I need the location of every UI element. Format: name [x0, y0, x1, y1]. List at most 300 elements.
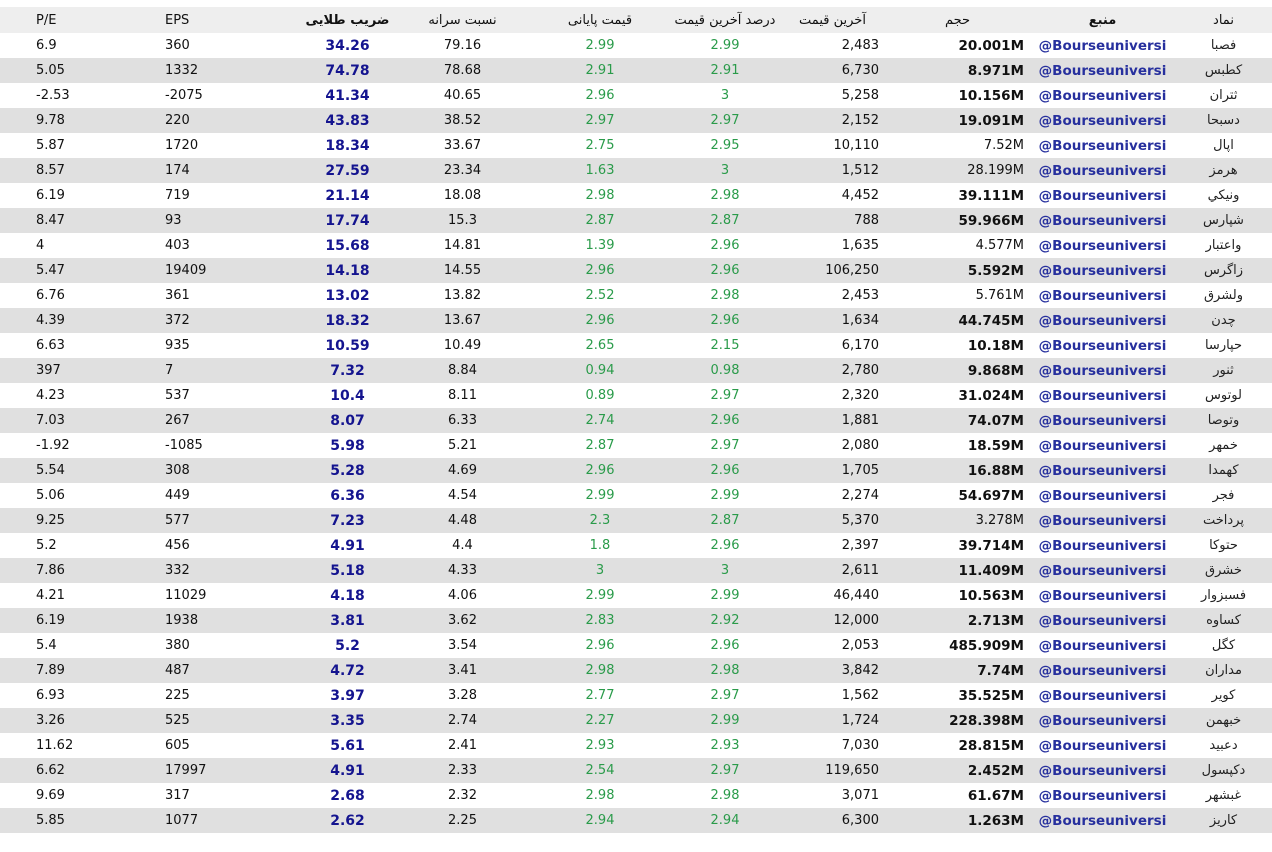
per-capita-ratio-cell: 78.68 — [443, 63, 482, 78]
per-capita-ratio-cell: 2.32 — [448, 788, 477, 803]
pe-cell: 7.89 — [36, 663, 65, 678]
per-capita-ratio-cell: 10.49 — [443, 338, 482, 353]
pe-cell: 8.47 — [36, 213, 65, 228]
golden-ratio-cell: 4.18 — [330, 587, 365, 604]
last-price-cell: 106,250 — [825, 263, 879, 278]
symbol-cell: چدن — [1211, 313, 1236, 328]
pe-cell: 5.4 — [36, 638, 57, 653]
last-price-percent-cell: 2.97 — [710, 763, 740, 778]
last-price-cell: 1,512 — [841, 163, 879, 178]
table-row — [0, 808, 1272, 833]
pe-cell: 6.19 — [36, 188, 65, 203]
eps-cell: 174 — [165, 163, 190, 178]
source-handle-link[interactable]: @Bourseuniversi — [1038, 387, 1167, 404]
last-price-percent-cell: 2.97 — [710, 388, 740, 403]
golden-ratio-cell: 4.72 — [330, 662, 365, 679]
source-handle-link[interactable]: @Bourseuniversi — [1038, 262, 1167, 279]
volume-cell: 7.74M — [977, 662, 1024, 679]
source-handle-link[interactable]: @Bourseuniversi — [1038, 737, 1167, 754]
table-row — [0, 83, 1272, 108]
table-row — [0, 383, 1272, 408]
volume-cell: 8.971M — [967, 62, 1024, 79]
table-row — [0, 533, 1272, 558]
volume-cell: 2.452M — [967, 762, 1024, 779]
column-header-source: منبع — [1030, 7, 1175, 33]
eps-cell: 361 — [165, 288, 190, 303]
last-price-cell: 46,440 — [833, 588, 879, 603]
volume-cell: 59.966M — [958, 212, 1024, 229]
eps-cell: 332 — [165, 563, 190, 578]
pe-cell: 4.23 — [36, 388, 65, 403]
last-price-cell: 1,635 — [841, 238, 879, 253]
last-price-cell: 2,780 — [841, 363, 879, 378]
column-header-volume: حجم — [885, 7, 1030, 33]
pe-cell: 397 — [36, 363, 61, 378]
symbol-cell: شپارس — [1203, 213, 1244, 228]
symbol-cell: دکپسول — [1201, 763, 1246, 778]
source-handle-link[interactable]: @Bourseuniversi — [1038, 562, 1167, 579]
source-handle-link[interactable]: @Bourseuniversi — [1038, 487, 1167, 504]
close-price-cell: 2.98 — [585, 663, 615, 678]
pe-cell: 9.78 — [36, 113, 65, 128]
golden-ratio-cell: 18.34 — [325, 137, 370, 154]
eps-cell: 935 — [165, 338, 190, 353]
table-row — [0, 558, 1272, 583]
pe-cell: 9.69 — [36, 788, 65, 803]
volume-cell: 2.713M — [967, 612, 1024, 629]
last-price-percent-cell: 2.99 — [710, 38, 740, 53]
eps-cell: 17997 — [165, 763, 207, 778]
symbol-cell: هرمز — [1209, 163, 1238, 178]
close-price-cell: 0.89 — [585, 388, 615, 403]
volume-cell: 61.67M — [967, 787, 1024, 804]
close-price-cell: 2.77 — [585, 688, 615, 703]
last-price-percent-cell: 0.98 — [710, 363, 740, 378]
per-capita-ratio-cell: 40.65 — [443, 88, 482, 103]
table-row — [0, 283, 1272, 308]
close-price-cell: 2.83 — [585, 613, 615, 628]
volume-cell: 11.409M — [958, 562, 1024, 579]
table-row — [0, 583, 1272, 608]
column-header-golden-ratio: ضریب طلایی — [300, 7, 395, 33]
table-row — [0, 108, 1272, 133]
volume-cell: 39.111M — [958, 187, 1024, 204]
volume-cell: 31.024M — [958, 387, 1024, 404]
volume-cell: 18.59M — [967, 437, 1024, 454]
volume-cell: 5.761M — [975, 288, 1024, 303]
source-handle-link[interactable]: @Bourseuniversi — [1038, 187, 1167, 204]
close-price-cell: 2.96 — [585, 313, 615, 328]
table-row — [0, 58, 1272, 83]
golden-ratio-cell: 18.32 — [325, 312, 370, 329]
close-price-cell: 2.96 — [585, 263, 615, 278]
per-capita-ratio-cell: 6.33 — [448, 413, 477, 428]
symbol-cell: ولشرق — [1203, 288, 1244, 303]
last-price-cell: 6,300 — [841, 813, 879, 828]
per-capita-ratio-cell: 3.41 — [448, 663, 477, 678]
golden-ratio-cell: 10.59 — [325, 337, 370, 354]
source-handle-link[interactable]: @Bourseuniversi — [1038, 212, 1167, 229]
volume-cell: 20.001M — [958, 37, 1024, 54]
table-row — [0, 233, 1272, 258]
symbol-cell: خشرق — [1205, 563, 1242, 578]
column-header-symbol: نماد — [1175, 7, 1272, 33]
symbol-cell: کگل — [1211, 638, 1236, 653]
symbol-cell: واعتبار — [1205, 238, 1242, 253]
golden-ratio-cell: 13.02 — [325, 287, 370, 304]
last-price-percent-cell: 2.92 — [710, 613, 740, 628]
close-price-cell: 2.99 — [585, 488, 615, 503]
eps-cell: 380 — [165, 638, 190, 653]
column-header-pe: P/E — [0, 7, 150, 33]
last-price-cell: 2,053 — [841, 638, 879, 653]
table-row — [0, 33, 1272, 58]
last-price-percent-cell: 2.96 — [710, 263, 740, 278]
eps-cell: -2075 — [165, 88, 203, 103]
source-handle-link[interactable]: @Bourseuniversi — [1038, 537, 1167, 554]
golden-ratio-cell: 5.28 — [330, 462, 365, 479]
column-header-last-price-percent: درصد آخرین قیمت — [670, 7, 780, 33]
symbol-cell: اپال — [1213, 138, 1234, 153]
pe-cell: 11.62 — [36, 738, 74, 753]
symbol-cell: کاریز — [1209, 813, 1238, 828]
golden-ratio-cell: 4.91 — [330, 762, 365, 779]
symbol-cell: وتوصا — [1207, 413, 1240, 428]
close-price-cell: 2.98 — [585, 188, 615, 203]
eps-cell: 605 — [165, 738, 190, 753]
close-price-cell: 2.54 — [585, 763, 615, 778]
symbol-cell: پرداخت — [1203, 513, 1244, 528]
per-capita-ratio-cell: 23.34 — [443, 163, 482, 178]
last-price-cell: 1,705 — [841, 463, 879, 478]
last-price-percent-cell: 2.98 — [710, 188, 740, 203]
eps-cell: 267 — [165, 413, 190, 428]
symbol-cell: غبشهر — [1205, 788, 1242, 803]
pe-cell: 4.21 — [36, 588, 65, 603]
golden-ratio-cell: 8.07 — [330, 412, 365, 429]
last-price-cell: 2,274 — [841, 488, 879, 503]
per-capita-ratio-cell: 14.81 — [443, 238, 482, 253]
close-price-cell: 2.91 — [585, 63, 615, 78]
pe-cell: 6.93 — [36, 688, 65, 703]
close-price-cell: 2.99 — [585, 588, 615, 603]
pe-cell: 6.63 — [36, 338, 65, 353]
close-price-cell: 2.96 — [585, 88, 615, 103]
last-price-cell: 1,881 — [841, 413, 879, 428]
pe-cell: -2.53 — [36, 88, 70, 103]
last-price-cell: 2,397 — [841, 538, 879, 553]
last-price-percent-cell: 2.97 — [710, 688, 740, 703]
source-handle-link[interactable]: @Bourseuniversi — [1038, 137, 1167, 154]
symbol-cell: کساوه — [1206, 613, 1241, 628]
symbol-cell: خمهر — [1209, 438, 1238, 453]
per-capita-ratio-cell: 3.28 — [448, 688, 477, 703]
pe-cell: 3.26 — [36, 713, 65, 728]
table-row — [0, 358, 1272, 383]
per-capita-ratio-cell: 38.52 — [443, 113, 482, 128]
last-price-percent-cell: 2.98 — [710, 663, 740, 678]
source-handle-link[interactable]: @Bourseuniversi — [1038, 412, 1167, 429]
pe-cell: 5.06 — [36, 488, 65, 503]
last-price-percent-cell: 2.99 — [710, 588, 740, 603]
source-handle-link[interactable]: @Bourseuniversi — [1038, 112, 1167, 129]
table-row — [0, 508, 1272, 533]
volume-cell: 5.592M — [967, 262, 1024, 279]
last-price-cell: 1,724 — [841, 713, 879, 728]
symbol-cell: کهمدا — [1208, 463, 1239, 478]
per-capita-ratio-cell: 5.21 — [448, 438, 477, 453]
close-price-cell: 2.27 — [585, 713, 615, 728]
close-price-cell: 2.52 — [585, 288, 615, 303]
last-price-percent-cell: 2.96 — [710, 238, 740, 253]
source-handle-link[interactable]: @Bourseuniversi — [1038, 662, 1167, 679]
last-price-cell: 5,370 — [841, 513, 879, 528]
close-price-cell: 2.93 — [585, 738, 615, 753]
last-price-cell: 2,483 — [841, 38, 879, 53]
eps-cell: 220 — [165, 113, 190, 128]
stock-screener-table — [0, 7, 1272, 833]
close-price-cell: 1.39 — [585, 238, 615, 253]
pe-cell: 5.54 — [36, 463, 65, 478]
per-capita-ratio-cell: 33.67 — [443, 138, 482, 153]
eps-cell: 719 — [165, 188, 190, 203]
pe-cell: 5.47 — [36, 263, 65, 278]
last-price-percent-cell: 3 — [720, 563, 730, 578]
last-price-cell: 3,842 — [841, 663, 879, 678]
pe-cell: 5.87 — [36, 138, 65, 153]
source-handle-link[interactable]: @Bourseuniversi — [1038, 337, 1167, 354]
table-row — [0, 758, 1272, 783]
table-row — [0, 708, 1272, 733]
source-handle-link[interactable]: @Bourseuniversi — [1038, 587, 1167, 604]
last-price-cell: 12,000 — [833, 613, 879, 628]
last-price-cell: 119,650 — [825, 763, 879, 778]
eps-cell: 1332 — [165, 63, 199, 78]
volume-cell: 228.398M — [949, 712, 1024, 729]
pe-cell: 6.9 — [36, 38, 57, 53]
source-handle-link[interactable]: @Bourseuniversi — [1038, 287, 1167, 304]
last-price-cell: 3,071 — [841, 788, 879, 803]
close-price-cell: 3 — [595, 563, 605, 578]
table-row — [0, 783, 1272, 808]
volume-cell: 19.091M — [958, 112, 1024, 129]
source-handle-link[interactable]: @Bourseuniversi — [1038, 312, 1167, 329]
close-price-cell: 0.94 — [585, 363, 615, 378]
volume-cell: 7.52M — [983, 138, 1024, 153]
close-price-cell: 2.87 — [585, 213, 615, 228]
per-capita-ratio-cell: 14.55 — [443, 263, 482, 278]
golden-ratio-cell: 5.2 — [335, 637, 360, 654]
volume-cell: 28.199M — [967, 163, 1024, 178]
volume-cell: 485.909M — [949, 637, 1024, 654]
last-price-percent-cell: 2.99 — [710, 488, 740, 503]
per-capita-ratio-cell: 4.69 — [448, 463, 477, 478]
per-capita-ratio-cell: 4.4 — [452, 538, 473, 553]
pe-cell: 6.62 — [36, 763, 65, 778]
pe-cell: 6.76 — [36, 288, 65, 303]
eps-cell: 537 — [165, 388, 190, 403]
last-price-cell: 1,634 — [841, 313, 879, 328]
table-row — [0, 733, 1272, 758]
last-price-percent-cell: 2.93 — [710, 738, 740, 753]
volume-cell: 54.697M — [958, 487, 1024, 504]
last-price-percent-cell: 2.96 — [710, 538, 740, 553]
close-price-cell: 2.99 — [585, 38, 615, 53]
eps-cell: 525 — [165, 713, 190, 728]
per-capita-ratio-cell: 3.54 — [448, 638, 477, 653]
close-price-cell: 1.63 — [585, 163, 615, 178]
eps-cell: 1077 — [165, 813, 199, 828]
last-price-percent-cell: 3 — [720, 163, 730, 178]
table-row — [0, 183, 1272, 208]
volume-cell: 74.07M — [967, 412, 1024, 429]
table-row — [0, 458, 1272, 483]
volume-cell: 4.577M — [975, 238, 1024, 253]
close-price-cell: 2.74 — [585, 413, 615, 428]
last-price-percent-cell: 2.98 — [710, 288, 740, 303]
table-row — [0, 333, 1272, 358]
volume-cell: 35.525M — [958, 687, 1024, 704]
table-row — [0, 483, 1272, 508]
table-row — [0, 208, 1272, 233]
source-handle-link[interactable]: @Bourseuniversi — [1038, 762, 1167, 779]
source-handle-link[interactable]: @Bourseuniversi — [1038, 612, 1167, 629]
last-price-percent-cell: 2.96 — [710, 638, 740, 653]
source-handle-link[interactable]: @Bourseuniversi — [1038, 812, 1167, 829]
header-row — [0, 7, 1272, 33]
eps-cell: 456 — [165, 538, 190, 553]
volume-cell: 9.868M — [967, 362, 1024, 379]
golden-ratio-cell: 3.35 — [330, 712, 365, 729]
eps-cell: 449 — [165, 488, 190, 503]
golden-ratio-cell: 2.68 — [330, 787, 365, 804]
source-handle-link[interactable]: @Bourseuniversi — [1038, 462, 1167, 479]
symbol-cell: فصبا — [1210, 38, 1237, 53]
column-header-last-price: آخرین قیمت — [780, 7, 885, 33]
golden-ratio-cell: 5.61 — [330, 737, 365, 754]
symbol-cell: خبهمن — [1205, 713, 1242, 728]
golden-ratio-cell: 43.83 — [325, 112, 370, 129]
last-price-cell: 7,030 — [841, 738, 879, 753]
close-price-cell: 2.65 — [585, 338, 615, 353]
source-handle-link[interactable]: @Bourseuniversi — [1038, 62, 1167, 79]
per-capita-ratio-cell: 2.33 — [448, 763, 477, 778]
close-price-cell: 1.8 — [589, 538, 611, 553]
symbol-cell: ونیکي — [1207, 188, 1240, 203]
source-handle-link[interactable]: @Bourseuniversi — [1038, 637, 1167, 654]
close-price-cell: 2.98 — [585, 788, 615, 803]
last-price-percent-cell: 2.98 — [710, 788, 740, 803]
per-capita-ratio-cell: 4.33 — [448, 563, 477, 578]
golden-ratio-cell: 6.36 — [330, 487, 365, 504]
last-price-cell: 6,170 — [841, 338, 879, 353]
golden-ratio-cell: 27.59 — [325, 162, 370, 179]
per-capita-ratio-cell: 2.74 — [448, 713, 477, 728]
last-price-cell: 2,611 — [841, 563, 879, 578]
eps-cell: -1085 — [165, 438, 203, 453]
close-price-cell: 2.94 — [585, 813, 615, 828]
golden-ratio-cell: 3.97 — [330, 687, 365, 704]
last-price-percent-cell: 2.87 — [710, 513, 740, 528]
eps-cell: 1938 — [165, 613, 199, 628]
pe-cell: 4.39 — [36, 313, 65, 328]
per-capita-ratio-cell: 3.62 — [448, 613, 477, 628]
last-price-cell: 4,452 — [841, 188, 879, 203]
table-row — [0, 683, 1272, 708]
last-price-percent-cell: 2.94 — [710, 813, 740, 828]
source-handle-link[interactable]: @Bourseuniversi — [1038, 87, 1167, 104]
close-price-cell: 2.96 — [585, 638, 615, 653]
eps-cell: 308 — [165, 463, 190, 478]
pe-cell: -1.92 — [36, 438, 70, 453]
last-price-percent-cell: 2.96 — [710, 313, 740, 328]
symbol-cell: کطبس — [1204, 63, 1243, 78]
golden-ratio-cell: 15.68 — [325, 237, 370, 254]
per-capita-ratio-cell: 18.08 — [443, 188, 482, 203]
pe-cell: 5.05 — [36, 63, 65, 78]
source-handle-link[interactable]: @Bourseuniversi — [1038, 37, 1167, 54]
symbol-cell: ثنور — [1213, 363, 1234, 378]
golden-ratio-cell: 7.32 — [330, 362, 365, 379]
pe-cell: 7.86 — [36, 563, 65, 578]
per-capita-ratio-cell: 4.48 — [448, 513, 477, 528]
volume-cell: 16.88M — [967, 462, 1024, 479]
golden-ratio-cell: 3.81 — [330, 612, 365, 629]
pe-cell: 5.85 — [36, 813, 65, 828]
last-price-percent-cell: 2.91 — [710, 63, 740, 78]
last-price-cell: 788 — [854, 213, 879, 228]
source-handle-link[interactable]: @Bourseuniversi — [1038, 512, 1167, 529]
last-price-cell: 2,320 — [841, 388, 879, 403]
last-price-percent-cell: 2.97 — [710, 113, 740, 128]
eps-cell: 403 — [165, 238, 190, 253]
eps-cell: 225 — [165, 688, 190, 703]
source-handle-link[interactable]: @Bourseuniversi — [1038, 437, 1167, 454]
volume-cell: 39.714M — [958, 537, 1024, 554]
table-body — [0, 33, 1272, 833]
last-price-percent-cell: 2.87 — [710, 213, 740, 228]
source-handle-link[interactable]: @Bourseuniversi — [1038, 362, 1167, 379]
source-handle-link[interactable]: @Bourseuniversi — [1038, 712, 1167, 729]
symbol-cell: حپارسا — [1204, 338, 1243, 353]
source-handle-link[interactable]: @Bourseuniversi — [1038, 687, 1167, 704]
eps-cell: 577 — [165, 513, 190, 528]
pe-cell: 7.03 — [36, 413, 65, 428]
eps-cell: 372 — [165, 313, 190, 328]
golden-ratio-cell: 34.26 — [325, 37, 370, 54]
symbol-cell: فجر — [1212, 488, 1235, 503]
last-price-cell: 6,730 — [841, 63, 879, 78]
golden-ratio-cell: 4.91 — [330, 537, 365, 554]
eps-cell: 11029 — [165, 588, 207, 603]
source-handle-link[interactable]: @Bourseuniversi — [1038, 237, 1167, 254]
source-handle-link[interactable]: @Bourseuniversi — [1038, 787, 1167, 804]
per-capita-ratio-cell: 8.11 — [448, 388, 477, 403]
column-header-eps: EPS — [150, 7, 300, 33]
symbol-cell: لوتوس — [1205, 388, 1242, 403]
pe-cell: 6.19 — [36, 613, 65, 628]
symbol-cell: فسبزوار — [1200, 588, 1247, 603]
symbol-cell: مداران — [1205, 663, 1242, 678]
source-handle-link[interactable]: @Bourseuniversi — [1038, 162, 1167, 179]
symbol-cell: دسبحا — [1207, 113, 1240, 128]
volume-cell: 28.815M — [958, 737, 1024, 754]
eps-cell: 487 — [165, 663, 190, 678]
table-row — [0, 433, 1272, 458]
eps-cell: 1720 — [165, 138, 199, 153]
per-capita-ratio-cell: 2.41 — [448, 738, 477, 753]
golden-ratio-cell: 7.23 — [330, 512, 365, 529]
